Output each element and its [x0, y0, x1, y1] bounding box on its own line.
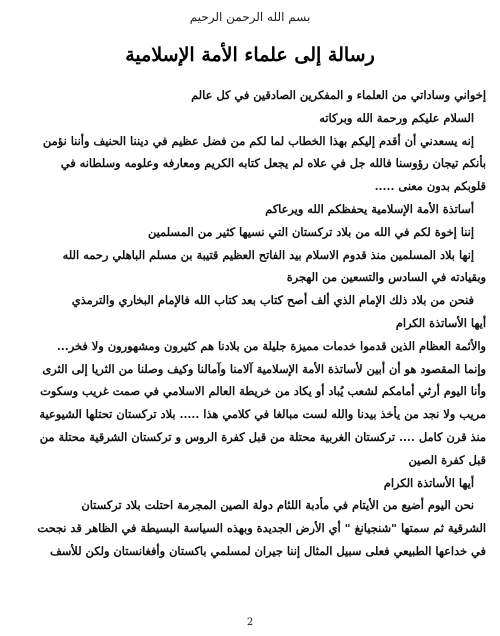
text-line: الشرقية ثم سمتها "شنجيانغ " أي الأرض الجديدة وبهذه السياسة البسيطة في الظاهر قد نجحت	[37, 521, 486, 536]
text-line: أيها الأساتذة الكرام	[395, 315, 486, 330]
text-line: بأنكم تيجان رؤوسنا فالله جل في علاه لم يجعل كتابه الكريم ومعارفه وعلومه وسلطانه في	[60, 156, 486, 171]
text-line: إخواني وساداتي من العلماء و المفكرين الصادقين في كل عالم	[191, 88, 486, 102]
letter-body	[16, 84, 486, 563]
letter-title: رسالة إلى علماء الأمة الإسلامية	[125, 44, 375, 66]
text-line: إنه يسعدني أن أقدم إليكم بهذا الخطاب لما لكم من فضل عظيم في ديننا الحنيف وأننا نؤمن	[42, 133, 474, 148]
text-line: إننا إخوة لكم في الله من بلاد تركستان التي نسيها كثير من المسلمين	[147, 224, 474, 239]
text-line: وبقيادته في السادس والتسعين من الهجرة	[286, 270, 486, 285]
basmala: بسم الله الرحمن الرحيم	[189, 10, 311, 24]
text-line: فنحن من بلاد ذلك الإمام الذي ألف أصح كتاب بعد كتاب الله فالإمام البخاري والترمذي	[71, 293, 474, 308]
text-line: نحن اليوم أضيع من الأيتام في مأدبة اللئام دولة الصين المجرمة احتلت بلاد تركستان	[81, 498, 474, 513]
text-line: وأنا اليوم أرثي أمامكم لشعب يُباد أو يكاد من خريطة العالم الاسلامي في صمت غريب وسكوت	[40, 384, 486, 399]
text-line: منذ قرن كامل .... تركستان الغربية محتلة من قبل كفرة الروس و تركستان الشرقية محتلة من	[39, 429, 486, 444]
text-line: مريب ولا نجد من يأخذ بيدنا والله لست مبالغا في كلامي هذا ..... بلاد تركستان تحتلها الشيوعية	[39, 407, 486, 422]
text-line: وإنما المقصود هو أن أبين لأساتذة الأمة الإسلامية آلامنا وآمالنا وكيف وصلنا من الثريا إلى الثرى	[42, 361, 486, 376]
page-number: 2	[246, 617, 254, 628]
text-line: والأئمة العظام الذين قدموا خدمات مميزة جليلة من بلادنا هم كثيرون ومشهورون ولا فخر...	[56, 338, 486, 353]
text-line: في خداعها الطبيعي فعلى سبيل المثال إننا جيران لمسلمي باكستان وأفغانستان ولكن للأسف	[49, 543, 486, 558]
text-line: إنها بلاد المسلمين منذ قدوم الاسلام بيد الفاتح العظيم قتيبة بن مسلم الباهلي رحمه الله	[62, 247, 474, 262]
text-line: السلام عليكم ورحمة الله وبركاته	[319, 110, 474, 125]
text-line: قلوبكم بدون معنى .....	[374, 179, 486, 194]
text-line: أيها الأساتذة الكرام	[383, 475, 474, 490]
text-line: أساتذة الأمة الإسلامية يحفظكم الله ويرعاكم	[265, 201, 474, 216]
text-line: قبل كفرة الصين	[408, 452, 486, 467]
